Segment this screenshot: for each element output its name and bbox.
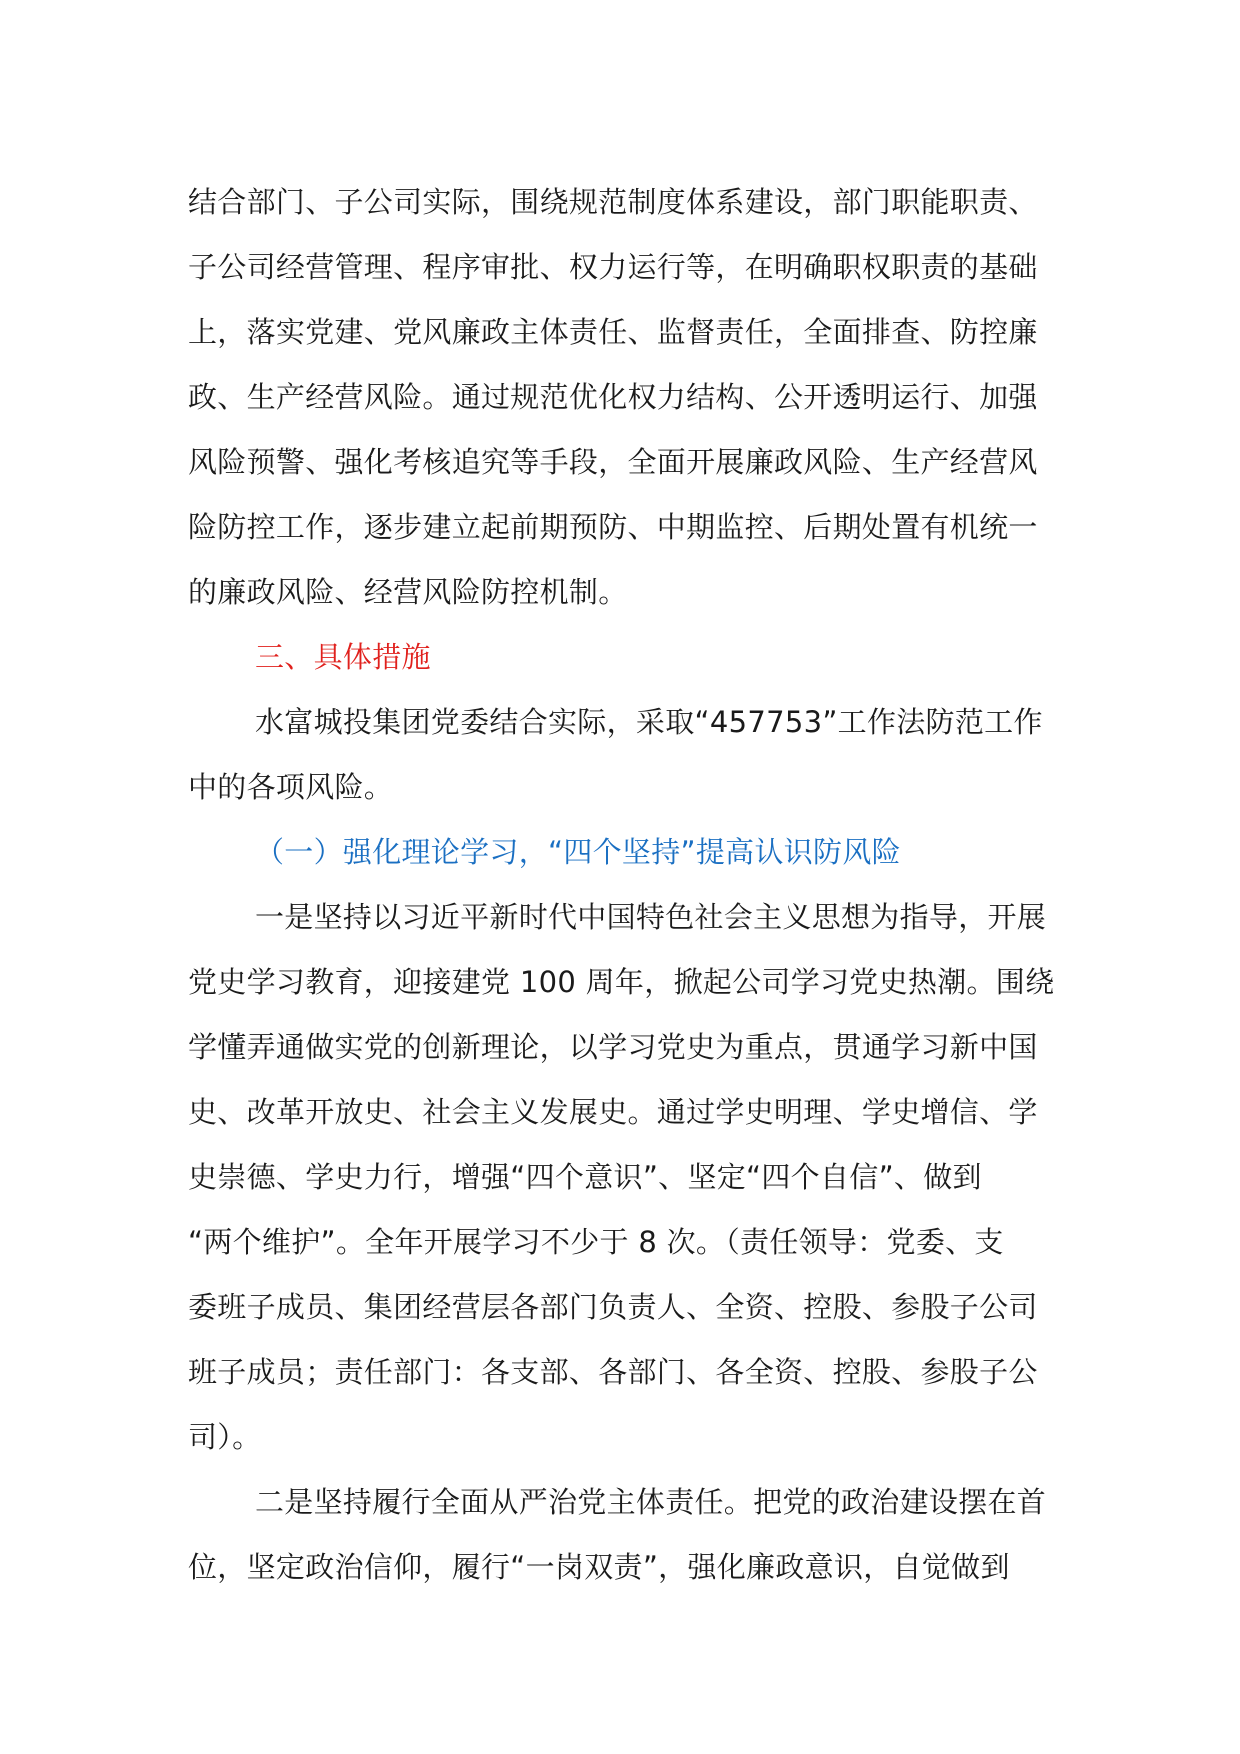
paragraph-party-responsibility	[188, 1470, 1063, 1600]
text-line: 险防控工作，逐步建立起前期预防、中期监控、后期处置有机统一	[188, 510, 1038, 544]
paragraph-risk-control-mechanism	[188, 170, 1063, 625]
text-line: 一是坚持以习近平新时代中国特色社会主义思想为指导，开展	[255, 900, 1047, 934]
text-line: 史崇德、学史力行，增强“四个意识”、坚定“四个自信”、做到	[188, 1160, 982, 1194]
text-line: 司）。	[188, 1420, 262, 1454]
text-line: 上，落实党建、党风廉政主体责任、监督责任，全面排查、防控廉	[188, 315, 1038, 349]
text-line: 水富城投集团党委结合实际，采取“457753”工作法防范工作	[255, 705, 1043, 739]
text-line: 政、生产经营风险。通过规范优化权力结构、公开透明运行、加强	[188, 380, 1038, 414]
text-line: “两个维护”。全年开展学习不少于 8 次。（责任领导：党委、支	[188, 1225, 1004, 1259]
text-line: 风险预警、强化考核追究等手段，全面开展廉政风险、生产经营风	[188, 445, 1038, 479]
text-line: 位，坚定政治信仰，履行“一岗双责”，强化廉政意识，自觉做到	[188, 1550, 1010, 1584]
section-heading: 三、具体措施	[255, 640, 431, 674]
text-line: 的廉政风险、经营风险防控机制。	[188, 575, 628, 609]
text-line: 学懂弄通做实党的创新理论，以学习党史为重点，贯通学习新中国	[188, 1030, 1038, 1064]
text-line: 班子成员；责任部门：各支部、各部门、各全资、控股、参股子公	[188, 1355, 1038, 1389]
text-line: 中的各项风险。	[188, 770, 394, 804]
text-line: 委班子成员、集团经营层各部门负责人、全资、控股、参股子公司	[188, 1290, 1038, 1324]
text-line: 党史学习教育，迎接建党 100 周年，掀起公司学习党史热潮。围绕	[188, 965, 1055, 999]
paragraph-theory-study	[188, 885, 1063, 1470]
document-body	[188, 170, 1063, 1600]
text-line: 子公司经营管理、程序审批、权力运行等，在明确职权职责的基础	[188, 250, 1038, 284]
text-line: 二是坚持履行全面从严治党主体责任。把党的政治建设摆在首	[255, 1485, 1047, 1519]
text-line: 史、改革开放史、社会主义发展史。通过学史明理、学史增信、学	[188, 1095, 1038, 1129]
text-line: 结合部门、子公司实际，围绕规范制度体系建设，部门职能职责、	[188, 185, 1038, 219]
paragraph-intro	[188, 690, 1063, 820]
subheading: （一）强化理论学习，“四个坚持”提高认识防风险	[255, 835, 901, 869]
